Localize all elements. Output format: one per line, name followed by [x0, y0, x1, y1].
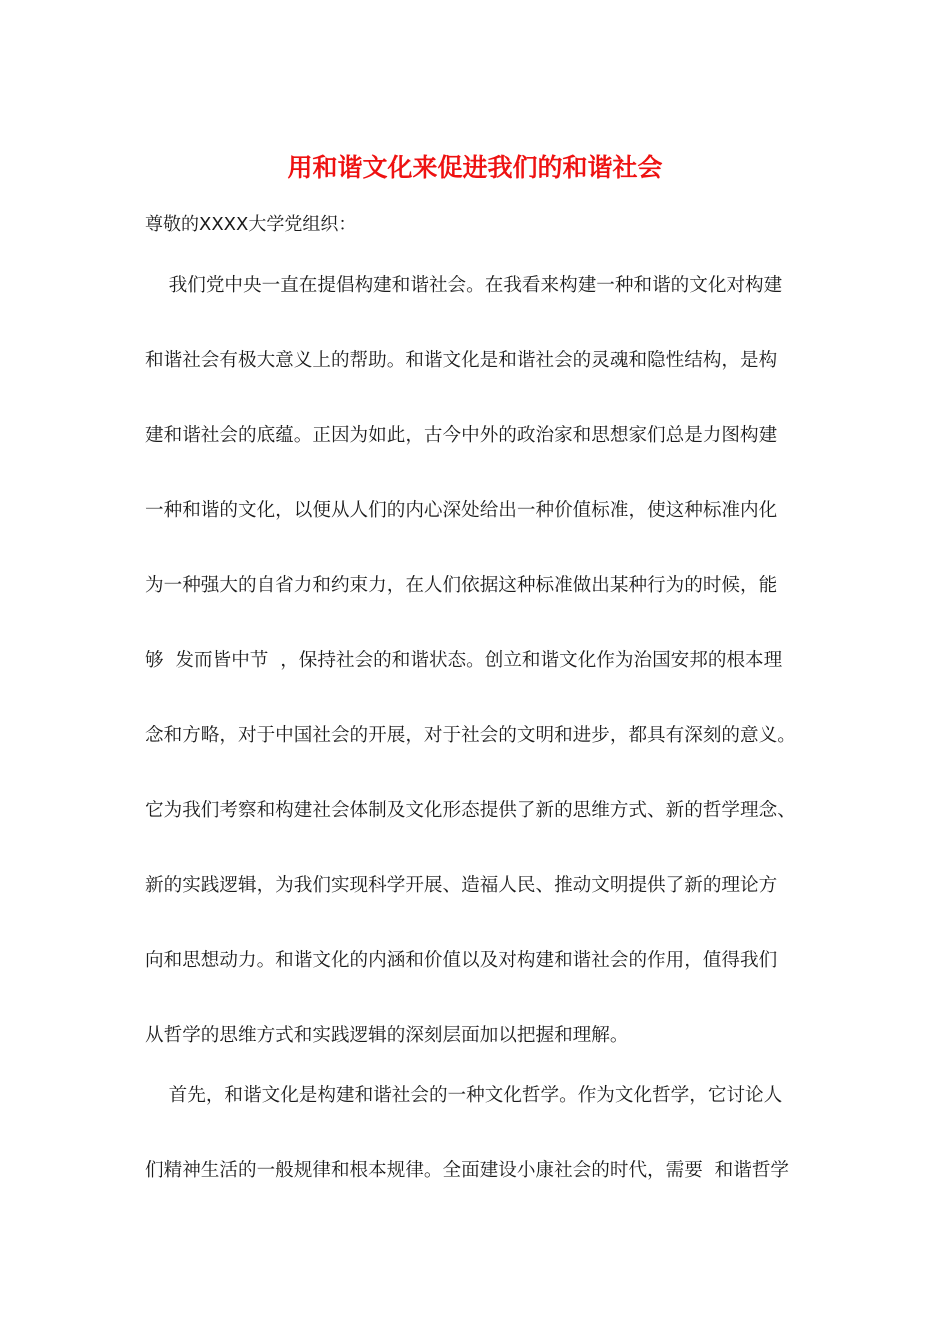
paragraph-line: 够 发而皆中节 ，保持社会的和谐状态。创立和谐文化作为治国安邦的根本理 [145, 650, 783, 671]
paragraph-line: 念和方略，对于中国社会的开展，对于社会的文明和进步，都具有深刻的意义。 [145, 725, 796, 746]
paragraph-line: 新的实践逻辑，为我们实现科学开展、造福人民、推动文明提供了新的理论方 [145, 875, 778, 896]
paragraph-line: 为一种强大的自省力和约束力，在人们依据这种标准做出某种行为的时候，能 [145, 575, 778, 596]
document-title: 用和谐文化来促进我们的和谐社会 [287, 153, 663, 182]
paragraph-line: 我们党中央一直在提倡构建和谐社会。在我看来构建一种和谐的文化对构建 [145, 275, 783, 296]
paragraph-line: 向和思想动力。和谐文化的内涵和价值以及对构建和谐社会的作用，值得我们 [145, 950, 778, 971]
paragraph-line: 首先，和谐文化是构建和谐社会的一种文化哲学。作为文化哲学，它讨论人 [145, 1085, 783, 1106]
paragraph-line: 和谐社会有极大意义上的帮助。和谐文化是和谐社会的灵魂和隐性结构，是构 [145, 350, 778, 371]
paragraph-line: 它为我们考察和构建社会体制及文化形态提供了新的思维方式、新的哲学理念、 [145, 800, 796, 821]
paragraph-line: 从哲学的思维方式和实践逻辑的深刻层面加以把握和理解。 [145, 1025, 629, 1046]
salutation: 尊敬的XXXX大学党组织： [145, 214, 357, 235]
paragraph-line: 一种和谐的文化，以便从人们的内心深处给出一种价值标准，使这种标准内化 [145, 500, 778, 521]
paragraph-line: 建和谐社会的底蕴。正因为如此，古今中外的政治家和思想家们总是力图构建 [145, 425, 778, 446]
paragraph-line: 们精神生活的一般规律和根本规律。全面建设小康社会的时代，需要 和谐哲学 [145, 1160, 790, 1181]
